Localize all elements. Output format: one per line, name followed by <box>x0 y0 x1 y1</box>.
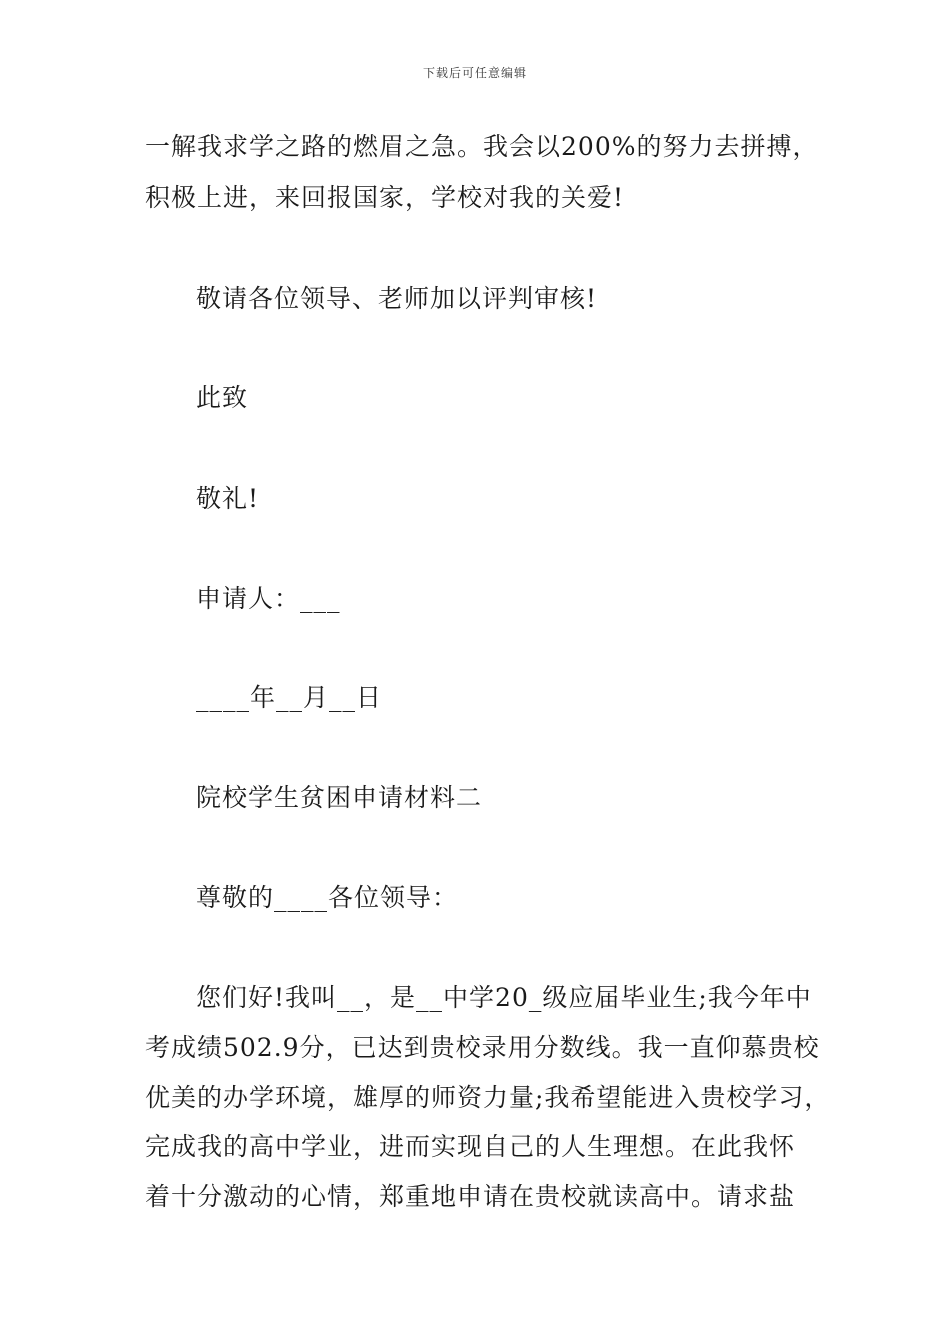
paragraph-line: 优美的办学环境，雄厚的师资力量;我希望能进入贵校学习， <box>145 1083 831 1112</box>
date-line: ____年__月__日 <box>196 683 383 712</box>
section-title: 院校学生贫困申请材料二 <box>196 783 483 812</box>
paragraph-line: 积极上进，来回报国家，学校对我的关爱! <box>145 183 625 212</box>
salutation-end: 敬礼! <box>196 484 260 513</box>
page-header: 下载后可任意编辑 <box>422 66 527 80</box>
paragraph-line: 考成绩502.9分，已达到贵校录用分数线。我一直仰慕贵校 <box>145 1033 820 1062</box>
paragraph-line: 一解我求学之路的燃眉之急。我会以200%的努力去拼搏， <box>145 132 819 161</box>
paragraph-line: 着十分激动的心情，郑重地申请在贵校就读高中。请求盐 <box>145 1182 796 1211</box>
closing-line: 此致 <box>196 383 249 412</box>
paragraph-line: 完成我的高中学业，进而实现自己的人生理想。在此我怀 <box>145 1132 796 1161</box>
greeting-line: 尊敬的____各位领导： <box>196 883 459 912</box>
review-request: 敬请各位领导、老师加以评判审核! <box>196 284 598 313</box>
applicant-line: 申请人：___ <box>196 584 341 613</box>
paragraph-line: 您们好!我叫__，是__中学20_级应届毕业生;我今年中 <box>196 983 812 1012</box>
